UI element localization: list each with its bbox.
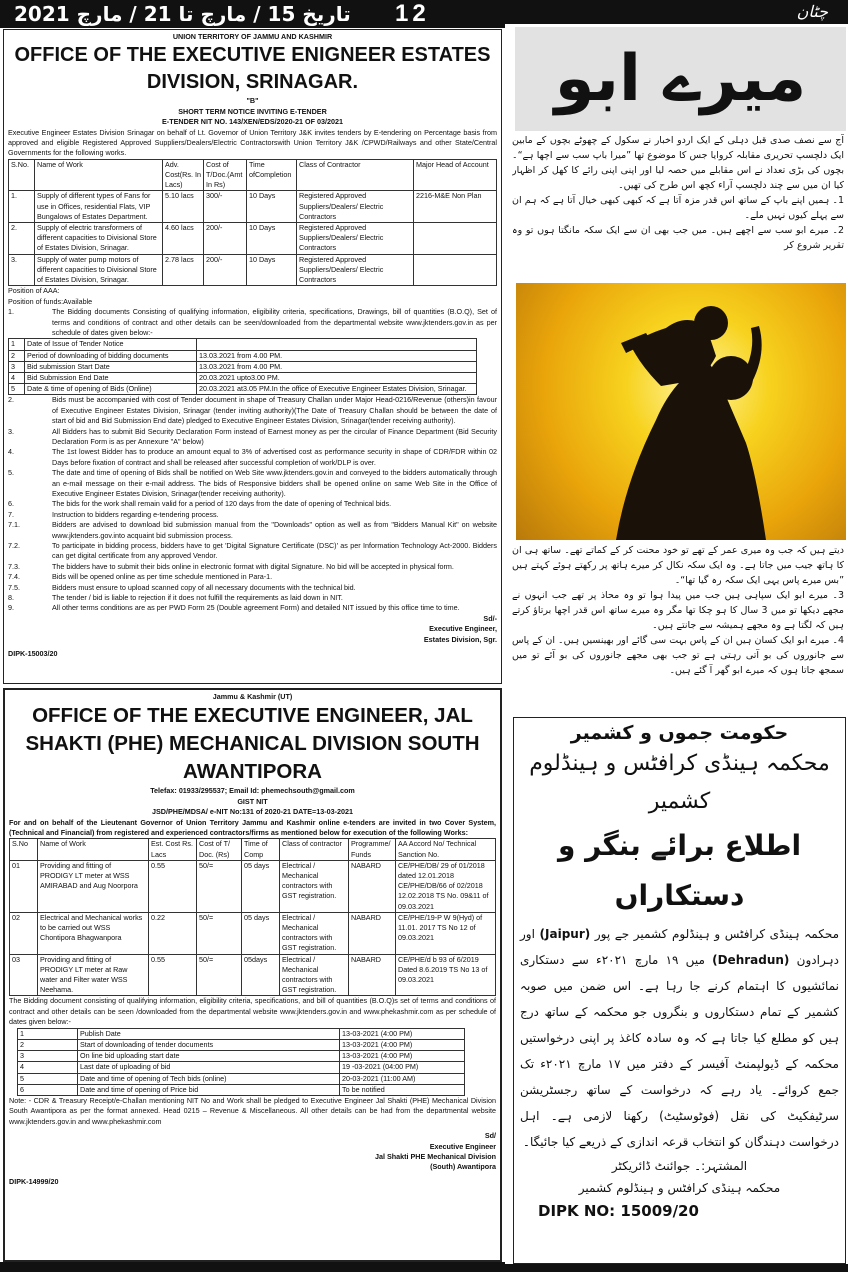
column-header: Programme/ Funds	[349, 839, 396, 860]
column-header: Adv. Cost(Rs. In Lacs)	[163, 159, 204, 191]
table-cell: Registered Approved Suppliers/Dealers/ Electric Contractors	[297, 191, 414, 223]
schedule-cell: 2	[18, 1039, 78, 1050]
schedule-cell: 20.03.2021 upto3.00 PM.	[197, 372, 477, 383]
schedule-row	[9, 350, 477, 361]
ad-and: اور دہرادون	[520, 927, 839, 967]
signature-line: Estates Division, Sgr.	[423, 634, 497, 644]
schedule-cell: 4	[9, 372, 25, 383]
feature-point-3: 3۔ میرے ابو ایک سپاہی ہیں جب میں پیدا ہوا تو وہ محاذ پر تھے جب انہوں نے مجھے دیکھا تو میں 3 سال کا ہو چکا تھا مگر وہ میرے ساتھ اس قدر اچھا برتاؤ کرتے ہیں کہ لگتا ہے وہ مجھے ہمیشہ سے جانتے ہیں۔	[512, 590, 844, 631]
left-column	[3, 29, 502, 1262]
para-item	[8, 520, 497, 541]
table-cell: 200/-	[204, 254, 247, 286]
notice-type: SHORT TERM NOTICE INVITING E-TENDER	[178, 106, 327, 116]
para-item	[8, 583, 497, 593]
para-text: To participate in bidding process, bidders have to get 'Digital Signature Certificate (DSC)' as per Information Technology Act-2000. Bidders can get digital certificate from any approved Vendor.	[52, 541, 497, 561]
column-header: Class of contractor	[280, 839, 349, 860]
table-cell: 01	[10, 860, 38, 912]
table-cell: 3.	[9, 254, 35, 286]
table-cell: Electrical / Mechanical contractors with GST registration.	[280, 912, 349, 954]
column-header: S.No	[10, 839, 38, 860]
para-number: 9.	[8, 603, 14, 613]
tender-title: OFFICE OF THE EXECUTIVE ENGINEER, JAL SHAKTI (PHE) MECHANICAL DIVISION SOUTH AWANTIPORA	[25, 704, 480, 784]
table-header	[9, 159, 497, 191]
intro-text: For and on behalf of the Lieutenant Governor of Union Territory Jammu and Kashmir online e-tenders are invited in two Cover System, (Technical and Financial) from registered and experienced contractors/firms as mentioned below for execution of the following Works:	[9, 817, 496, 838]
ad-in19: میں ۱۹	[665, 953, 705, 967]
ad-body-text: مارچ ۲۰۲۱ء سے دستکاری نمائشیوں کا اہتمام کرنے جا رہا ہے۔ اس ضمن میں صوبہ کشمیر کے تمام دستکاروں و بنگروں جو محکمہ کے ساتھ درج ہیں کو مطلع کیا جاتا ہے کہ وہ سادہ کاغذ پر اپنی درخواستیں محکمہ کے ڈیولپمنٹ آفیسر کے دفتر میں ۱۷ مارچ ۲۰۲۱ء تک جمع کروائے۔ یاد رہے کہ درخواست کے ساتھ رجسٹریشن سرٹیفکیٹ کی نقل (فوٹوسٹیٹ) رکھنا لازمی ہے۔ اہل درخواست دہندگان کو انتخاب قرعہ اندازی کے ذریعے کیا جائیگا۔	[520, 953, 839, 1149]
para-number: 7.2.	[8, 541, 20, 551]
para-number: 7.4.	[8, 572, 20, 582]
table-cell: CE/PHE/19-P W 9(Hyd) of 11.01. 2017 TS No 12 of 09.03.2021	[396, 912, 496, 954]
contact-line: Telefax: 01933/295537; Email Id: phemechsouth@gmail.com	[150, 786, 355, 796]
table-row	[10, 912, 496, 954]
page-header-bar	[0, 0, 505, 28]
feature-point-4: 4۔ میرے ابو ایک کسان ہیں ان کے پاس بہت سی گائے اور بھینسیں ہیں۔ ان کے پاس سے جانوروں کی بو آتی رہتی ہے تو جب بھی مجھے جانوروں کی بو آئے تو میں سمجھ جاتا ہوں کہ میرے ابو گھر آ گئے ہیں۔	[512, 635, 844, 676]
schedule-cell: Bid Submission End Date	[25, 372, 197, 383]
tender-title: OFFICE OF THE EXECUTIVE ENIGNEER ESTATES DIVISION, SRINAGAR.	[14, 44, 491, 94]
para-text: The bids for the work shall remain valid for a period of 120 days from the date of opening of Technical bids.	[52, 499, 392, 509]
ad-line1: محکمہ ہینڈی کرافٹس و ہینڈلوم کشمیر جے پور	[594, 927, 839, 941]
table-cell: Providing and fitting of PRODIGY LT meter at Raw water and Filter water WSS Neehama.	[38, 954, 149, 996]
table-cell: Supply of electric transformers of different capacities to Divisional Store of Estates Division, Srinagar.	[35, 223, 163, 255]
works-table	[8, 159, 497, 286]
table-cell: 10 Days	[247, 223, 297, 255]
ad-signer-title: المشتہر:۔ جوائنٹ ڈائریکٹر	[611, 1159, 748, 1173]
table-cell: NABARD	[349, 860, 396, 912]
schedule-cell: Date and time of opening of Tech bids (online)	[78, 1073, 340, 1084]
category-label: "B"	[246, 96, 259, 106]
signature-block	[8, 614, 497, 645]
para-number: 7.1.	[8, 520, 20, 530]
table-cell: 03	[10, 954, 38, 996]
table-row	[10, 954, 496, 996]
schedule-cell: 13-03-2021 (4:00 PM)	[340, 1051, 465, 1062]
table-cell: Supply of water pump motors of different capacities to Divisional Store of Estates Division, Srinagar.	[35, 254, 163, 286]
table-cell: 2216-M&E Non Plan	[414, 191, 497, 223]
para-text: Instruction to bidders regarding e-tendering process.	[52, 509, 219, 519]
schedule-row	[9, 361, 477, 372]
aaa-position: Position of AAA:	[8, 286, 60, 296]
feature-point-2: 2۔ میرے ابو سب سے اچھے ہیں۔ میں جب بھی ان سے ایک سکہ مانگتا ہوں تو وہ تقریر شروع کر	[512, 225, 844, 251]
para-text: Bids must be accompanied with cost of Tender document in shape of Treasury Challan under Major Head-0216/Revenue (others)in favour of Executive Engineer Estates Division, Srinagar (tender inviting authority)(The Date of Treasury Challan should be between the date of start of bid and Bid Submission End date) pledged to Executive Engineer Estates Division, Srinagar(tender receiving authority).	[52, 395, 497, 426]
para-number: 8.	[8, 593, 14, 603]
table-cell: 05 days	[242, 912, 280, 954]
table-cell: 1.	[9, 191, 35, 223]
schedule-cell: Date of Issue of Tender Notice	[25, 339, 197, 350]
schedule-row	[9, 372, 477, 383]
para-text: Bids will be opened online as per time schedule mentioned in Para-1.	[52, 572, 273, 582]
schedule-table	[8, 338, 477, 395]
ad-dipk: DIPK NO: 15009/20	[538, 1202, 699, 1220]
works-table	[9, 838, 496, 996]
handicrafts-advertisement	[513, 717, 846, 1264]
schedule-cell: 1	[9, 339, 25, 350]
para-item	[8, 447, 497, 468]
para-item	[8, 572, 497, 582]
schedule-cell: Start of downloading of tender documents	[78, 1039, 340, 1050]
table-cell: 10 Days	[247, 254, 297, 286]
para-text: The bidders have to submit their bids online in electronic format with digital Signature. No bid will be accepted in physical form.	[52, 561, 454, 571]
ad-govt: حکومت جموں و کشمیر	[570, 722, 789, 744]
column-header: Time of Comp	[242, 839, 280, 860]
schedule-cell: 13.03.2021 from 4.00 PM.	[197, 350, 477, 361]
column-header: Time ofCompletion	[247, 159, 297, 191]
ad-dehradun: (Dehradun)	[712, 953, 790, 967]
para-text: Bidders must ensure to upload scanned copy of all necessary documents with the technical bid.	[52, 582, 356, 592]
para-number: 1.	[8, 307, 14, 317]
para-number: 3.	[8, 426, 14, 436]
page-number: 12	[395, 0, 430, 27]
schedule-cell: Publish Date	[78, 1028, 340, 1039]
schedule-cell: Period of downloading of bidding documents	[25, 350, 197, 361]
table-cell: CE/PHE/d b 93 of 6/2019 Dated 8.6.2019 TS No 13 of 09.03.2021	[396, 954, 496, 996]
silhouette-image	[516, 283, 846, 540]
table-cell: CE/PHE/DB/ 29 of 01/2018 dated 12.01.2018 CE/PHE/DB/66 of 02/2018 12.02.2018 TS No. 09&11 of 09.03.2021	[396, 860, 496, 912]
schedule-cell: 4	[18, 1062, 78, 1073]
para-text: The 1st lowest Bidder has to produce an amount equal to 3% of advertised cost as performance security in shape of CDR/FDR within 02 Days before fixation of contract and shall be released after successful completion of work/DLP is over.	[52, 447, 497, 467]
gist-label: GIST NIT	[237, 796, 268, 806]
table-cell: 50/=	[197, 860, 242, 912]
bottom-bar-right	[505, 1264, 848, 1272]
para-text: All other terms conditions are as per PWD Form 25 (Double agreement Form) and detailed NIT issued by this office time to time.	[52, 603, 460, 613]
schedule-cell: Date and time of opening of Price bid	[78, 1084, 340, 1095]
schedule-cell: 1	[18, 1028, 78, 1039]
schedule-cell: 3	[18, 1051, 78, 1062]
ut-label: Jammu & Kashmir (UT)	[212, 692, 293, 701]
schedule-row	[9, 384, 477, 395]
column-header: Est. Cost Rs. Lacs	[149, 839, 197, 860]
ad-department: محکمہ ہینڈی کرافٹس و ہینڈلوم کشمیر	[529, 751, 830, 814]
table-cell: NABARD	[349, 912, 396, 954]
para-text: The date and time of opening of Bids shall be notified on Web Site www.jktenders.gov.in and conveyed to the bidders automatically through an e-mail message on their e-mail address. The bids of Responsive bidders shall be opened online on same Web Site in the Office of Executive Engineer Estates Division, Srinagar(tender receiving authority).	[52, 468, 497, 498]
table-cell: 0.55	[149, 860, 197, 912]
schedule-cell: Date & time of opening of Bids (Online)	[25, 384, 197, 395]
ad-body	[514, 921, 845, 1155]
schedule-cell: 20-03-2021 (11:00 AM)	[340, 1073, 465, 1084]
table-cell: Electrical / Mechanical contractors with GST registration.	[280, 860, 349, 912]
feature-text-bottom	[512, 543, 844, 708]
schedule-cell: 13-03-2021 (4:00 PM)	[340, 1039, 465, 1050]
schedule-cell: 20.03.2021 at3.05 PM.In the office of Executive Engineer Estates Division, Srinagar.	[197, 384, 477, 395]
schedule-cell: 5	[9, 384, 25, 395]
schedule-cell: On line bid uploading start date	[78, 1051, 340, 1062]
signature-line: Sd/-	[483, 613, 497, 623]
feature-text-top	[512, 133, 844, 283]
bidding-text: The Bidding document consisting of qualifying information, eligibility criteria, specifications, and bill of quantities (B.O.Q)s set of terms and conditions of contract and other details can be seen /downloaded from the departmental website www.jktenders.gov.in and www.phekashmir.com as per schedule of dates given below:-	[9, 996, 496, 1027]
table-cell: 2.78 lacs	[163, 254, 204, 286]
signature-line: Executive Engineer	[429, 1141, 496, 1151]
schedule-cell: To be notified	[340, 1084, 465, 1095]
table-cell	[414, 254, 497, 286]
signature-line: (South) Awantipora	[430, 1162, 496, 1172]
schedule-cell: 3	[9, 361, 25, 372]
table-cell: 5.10 lacs	[163, 191, 204, 223]
table-header	[10, 839, 496, 860]
schedule-row	[18, 1084, 465, 1095]
schedule-row	[9, 339, 477, 350]
table-cell: 10 Days	[247, 191, 297, 223]
schedule-row	[18, 1039, 465, 1050]
ad-headline: اطلاع برائے بنگر و دستکاراں	[557, 829, 802, 912]
table-row	[9, 223, 497, 255]
schedule-cell: 6	[18, 1084, 78, 1095]
column-header: Cost of T/ Doc. (Rs)	[197, 839, 242, 860]
column-header: AA Accord No/ Technical Sanction No.	[396, 839, 496, 860]
schedule-cell: 2	[9, 350, 25, 361]
para-number: 4.	[8, 447, 14, 457]
signature-line: Executive Engineer,	[429, 624, 497, 634]
table-cell: Electrical / Mechanical contractors with GST registration.	[280, 954, 349, 996]
column-header: Name of Work	[38, 839, 149, 860]
feature-point-2-cont: دیتے ہیں کہ جب وہ میری عمر کے تھے تو خود محنت کر کے کماتے تھے۔ ساتھ ہی ان کا ہاتھ جیب میں جاتا ہے۔ وہ ایک سکہ نکال کر میرے ہاتھ پر رکھتے ہوئے کہتے ہیں ”بس میرے پاس یہی ایک سکہ رہ گیا تھا“۔	[512, 545, 844, 586]
table-cell: 4.60 lacs	[163, 223, 204, 255]
table-cell: 05days	[242, 954, 280, 996]
schedule-cell: Last date of uploading of bid	[78, 1062, 340, 1073]
signature-block	[9, 1131, 496, 1173]
table-cell: NABARD	[349, 954, 396, 996]
feature-title: میرے ابو	[515, 27, 846, 131]
ad-signer-dept: محکمہ ہینڈی کرافٹس و ہینڈلوم کشمیر	[578, 1181, 781, 1195]
newspaper-logo: چٹان	[796, 2, 828, 21]
table-cell: Providing and fitting of PRODIGY LT meter at WSS AMIRABAD and Aug Noorpora	[38, 860, 149, 912]
table-cell	[414, 223, 497, 255]
para-1	[8, 307, 497, 338]
bottom-bar	[0, 1262, 505, 1272]
schedule-cell: 19 -03-2021 (04:00 PM)	[340, 1062, 465, 1073]
para-number: 7.3.	[8, 561, 20, 571]
table-cell: 50/=	[197, 954, 242, 996]
schedule-cell: 13.03.2021 from 4.00 PM.	[197, 361, 477, 372]
tender-notice-jal-shakti	[3, 688, 502, 1262]
schedule-cell: 13-03-2021 (4:00 PM)	[340, 1028, 465, 1039]
table-cell: Supply of different types of Fans for use in Offices, residential Flats, VIP Bungalows of Estates Department.	[35, 191, 163, 223]
para-item	[8, 562, 497, 572]
ad-jaipur: (Jaipur)	[539, 927, 591, 941]
nit-number: E-TENDER NIT NO. 143/XEN/EDS/2020-21 OF 03/2021	[162, 117, 343, 127]
para-number: 5.	[8, 468, 14, 478]
para-item	[8, 541, 497, 562]
column-header: S.No.	[9, 159, 35, 191]
para-text: All Bidders has to submit Bid Security Declaration Form instead of Earnest money as per the circular of Finance Department (Bid Security Declaration Form is as per Annexure "A" below)	[52, 426, 497, 446]
schedule-row	[18, 1051, 465, 1062]
feature-point-1: 1۔ ہمیں اپنے باپ کے ساتھ اس قدر مزہ آتا ہے کہ کبھی کبھی خیال آتا ہے کہ ہم ان سے پہلے کیوں نہیں ملے۔	[512, 195, 844, 221]
para-item	[8, 395, 497, 426]
para-number: 6.	[8, 499, 14, 509]
note-text: Note: - CDR & Treasury Receipt/e-Challan mentioning NIT No and Work shall be pledged to Executive Engineer Jal Shakti (PHE) Mechanical Division South Awantipora as per the format annexed. Head 0215 – Revenue & Miscellaneous. All other details can be had from the departmental website www.jktenders.gov.in and www.phekashmir.com	[9, 1095, 496, 1126]
funds-position: Position of funds:Available	[8, 296, 93, 306]
schedule-cell: Bid submission Start Date	[25, 361, 197, 372]
table-row	[9, 254, 497, 286]
table-cell: Registered Approved Suppliers/Dealers/ Electric Contractors	[297, 254, 414, 286]
dipk-number: DIPK-14999/20	[9, 1176, 59, 1186]
intro-text: Executive Engineer Estates Division Srinagar on behalf of Lt. Governor of Union Territory J&K invites tenders by E-tendering on Percentage basis from approved and eligible Registered Approved Suppliers/Dealers/Electric Contractorswith Union Territory J&K /CPWD/Railways and other State/Central Governments for the following works.	[8, 127, 497, 158]
dipk-number: DIPK-15003/20	[8, 649, 58, 659]
para-item	[8, 499, 497, 509]
signature-line: Sd/	[484, 1131, 496, 1141]
para-text: The tender / bid is liable to rejection if it does not fulfill the requirements as laid down in NIT.	[52, 593, 343, 603]
nit-number: JSD/PHE/MDSA/ e-NIT No:131 of 2020-21 DATE=13-03-2021	[152, 807, 353, 817]
table-cell: 2.	[9, 223, 35, 255]
table-cell: Registered Approved Suppliers/Dealers/ Electric Contractors	[297, 223, 414, 255]
column-header: Cost of T/Doc.(Amt In Rs)	[204, 159, 247, 191]
para-number: 2.	[8, 395, 14, 405]
column-header: Name of Work	[35, 159, 163, 191]
para-text: The Bidding documents Consisting of qualifying information, eligibility criteria, specifications, Drawings, bill of quantities (B.O.Q), Set of terms and conditions of contract and other details can be seen/downloaded from the departmental website www.jktenders.gov.in as per schedule of dates given below:-	[52, 307, 497, 337]
table-cell: 02	[10, 912, 38, 954]
signature-line: Jal Shakti PHE Mechanical Division	[374, 1151, 496, 1161]
column-header: Major Head of Account	[414, 159, 497, 191]
schedule-table	[17, 1028, 465, 1096]
para-item	[8, 593, 497, 603]
table-cell: 05 days	[242, 860, 280, 912]
schedule-cell	[197, 339, 477, 350]
para-item	[8, 603, 497, 613]
masthead-bar	[505, 0, 848, 24]
para-list	[8, 395, 497, 614]
table-cell: 300/-	[204, 191, 247, 223]
para-text: Bidders are advised to download bid submission manual from the "Downloads" option as well as from "Bidders Manual Kit" on website www.jktenders.gov.into acquaint bid submission process.	[52, 520, 497, 540]
table-cell: 0.55	[149, 954, 197, 996]
table-cell: 0.22	[149, 912, 197, 954]
para-item	[8, 427, 497, 448]
para-item	[8, 468, 497, 499]
tender-notice-estates	[3, 29, 502, 684]
schedule-row	[18, 1073, 465, 1084]
table-cell: Electrical and Mechanical works to be carried out WSS Chontipora Bhagwanpora	[38, 912, 149, 954]
para-number: 7.	[8, 509, 14, 519]
table-cell: 200/-	[204, 223, 247, 255]
schedule-cell: 5	[18, 1073, 78, 1084]
table-row	[9, 191, 497, 223]
para-number: 7.5.	[8, 582, 20, 592]
father-child-silhouette-photo	[516, 283, 846, 540]
feature-intro: آج سے نصف صدی قبل دہلی کے ایک اردو اخبار نے سکول کے چھوٹے بچوں کے مابین ایک دلچسپ تحریری مقابلہ کروایا جس کا موضوع تھا ”میرا باپ سب سے اچھا ہے“۔ بچوں کی بڑی تعداد نے اس مقابلے میں حصہ لیا اور اپنی اپنی رائے کا کھل کر اظہار کیا ان میں سے چند دلچسپ آراء کچھ اس طرح کی تھیں۔	[512, 135, 844, 191]
issue-date: تاریخ 15 / مارچ تا 21 / مارچ 2021	[14, 2, 351, 26]
schedule-row	[18, 1028, 465, 1039]
schedule-row	[18, 1062, 465, 1073]
table-row	[10, 860, 496, 912]
table-cell: 50/=	[197, 912, 242, 954]
para-item	[8, 510, 497, 520]
column-header: Class of Contractor	[297, 159, 414, 191]
ut-label: UNION TERRITORY OF JAMMU AND KASHMIR	[172, 32, 333, 41]
